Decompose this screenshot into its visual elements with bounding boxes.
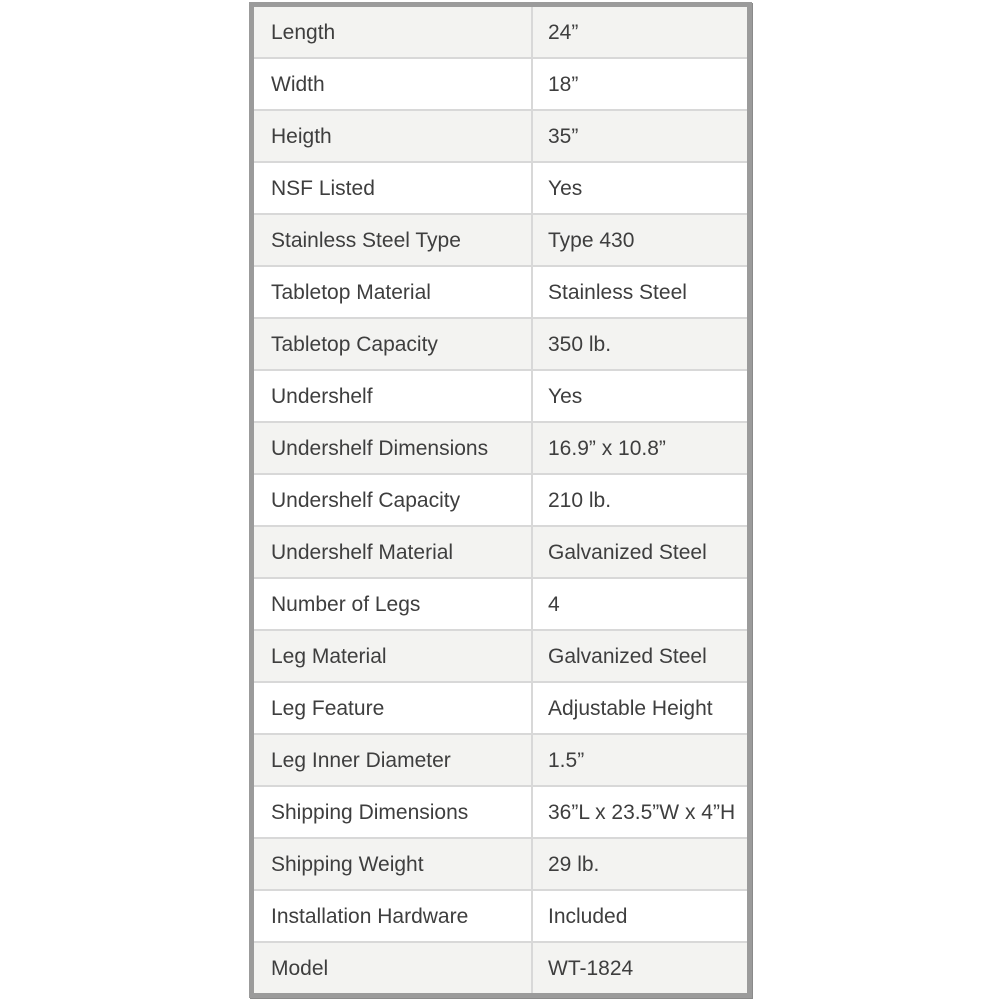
spec-label: Undershelf Capacity xyxy=(254,475,533,525)
table-row xyxy=(254,891,747,943)
table-row xyxy=(254,527,747,579)
table-row xyxy=(254,423,747,475)
spec-value: 35” xyxy=(548,124,579,148)
spec-value: Adjustable Height xyxy=(548,696,713,720)
spec-value: Type 430 xyxy=(548,228,635,252)
table-row xyxy=(254,787,747,839)
spec-label: Shipping Dimensions xyxy=(254,787,533,837)
spec-label: Model xyxy=(254,943,533,993)
spec-label: Undershelf Material xyxy=(254,527,533,577)
spec-value: Yes xyxy=(548,384,583,408)
spec-label: Leg Feature xyxy=(254,683,533,733)
spec-label: Heigth xyxy=(254,111,533,161)
table-row xyxy=(254,475,747,527)
spec-label: Installation Hardware xyxy=(254,891,533,941)
table-row xyxy=(254,215,747,267)
spec-value: 4 xyxy=(548,592,560,616)
spec-value: 16.9” x 10.8” xyxy=(548,436,666,460)
spec-label: NSF Listed xyxy=(254,163,533,213)
spec-label: Undershelf xyxy=(254,371,533,421)
spec-value: 24” xyxy=(548,20,579,44)
spec-value: 350 lb. xyxy=(548,332,612,356)
spec-label: Tabletop Material xyxy=(254,267,533,317)
table-row xyxy=(254,579,747,631)
spec-value: Galvanized Steel xyxy=(548,540,707,564)
spec-value: Galvanized Steel xyxy=(548,644,707,668)
spec-label: Width xyxy=(254,59,533,109)
spec-value: 36”L x 23.5”W x 4”H xyxy=(548,800,736,824)
spec-label: Leg Material xyxy=(254,631,533,681)
table-row xyxy=(254,319,747,371)
spec-value: WT-1824 xyxy=(548,956,634,980)
table-row xyxy=(254,735,747,787)
spec-label: Length xyxy=(254,7,533,57)
spec-label: Number of Legs xyxy=(254,579,533,629)
spec-label: Tabletop Capacity xyxy=(254,319,533,369)
table-row xyxy=(254,683,747,735)
spec-value: 18” xyxy=(548,72,579,96)
spec-value: 210 lb. xyxy=(548,488,612,512)
spec-label: Shipping Weight xyxy=(254,839,533,889)
spec-label: Stainless Steel Type xyxy=(254,215,533,265)
table-row xyxy=(254,371,747,423)
spec-label: Leg Inner Diameter xyxy=(254,735,533,785)
spec-value: 1.5” xyxy=(548,748,585,772)
table-row xyxy=(254,267,747,319)
table-row xyxy=(254,59,747,111)
spec-label: Undershelf Dimensions xyxy=(254,423,533,473)
table-row xyxy=(254,7,747,59)
table-row xyxy=(254,943,747,993)
spec-value: 29 lb. xyxy=(548,852,600,876)
spec-value: Included xyxy=(548,904,628,928)
spec-value: Stainless Steel xyxy=(548,280,687,304)
spec-table xyxy=(249,2,752,998)
table-row xyxy=(254,163,747,215)
table-row xyxy=(254,111,747,163)
spec-value: Yes xyxy=(548,176,583,200)
table-row xyxy=(254,839,747,891)
table-row xyxy=(254,631,747,683)
